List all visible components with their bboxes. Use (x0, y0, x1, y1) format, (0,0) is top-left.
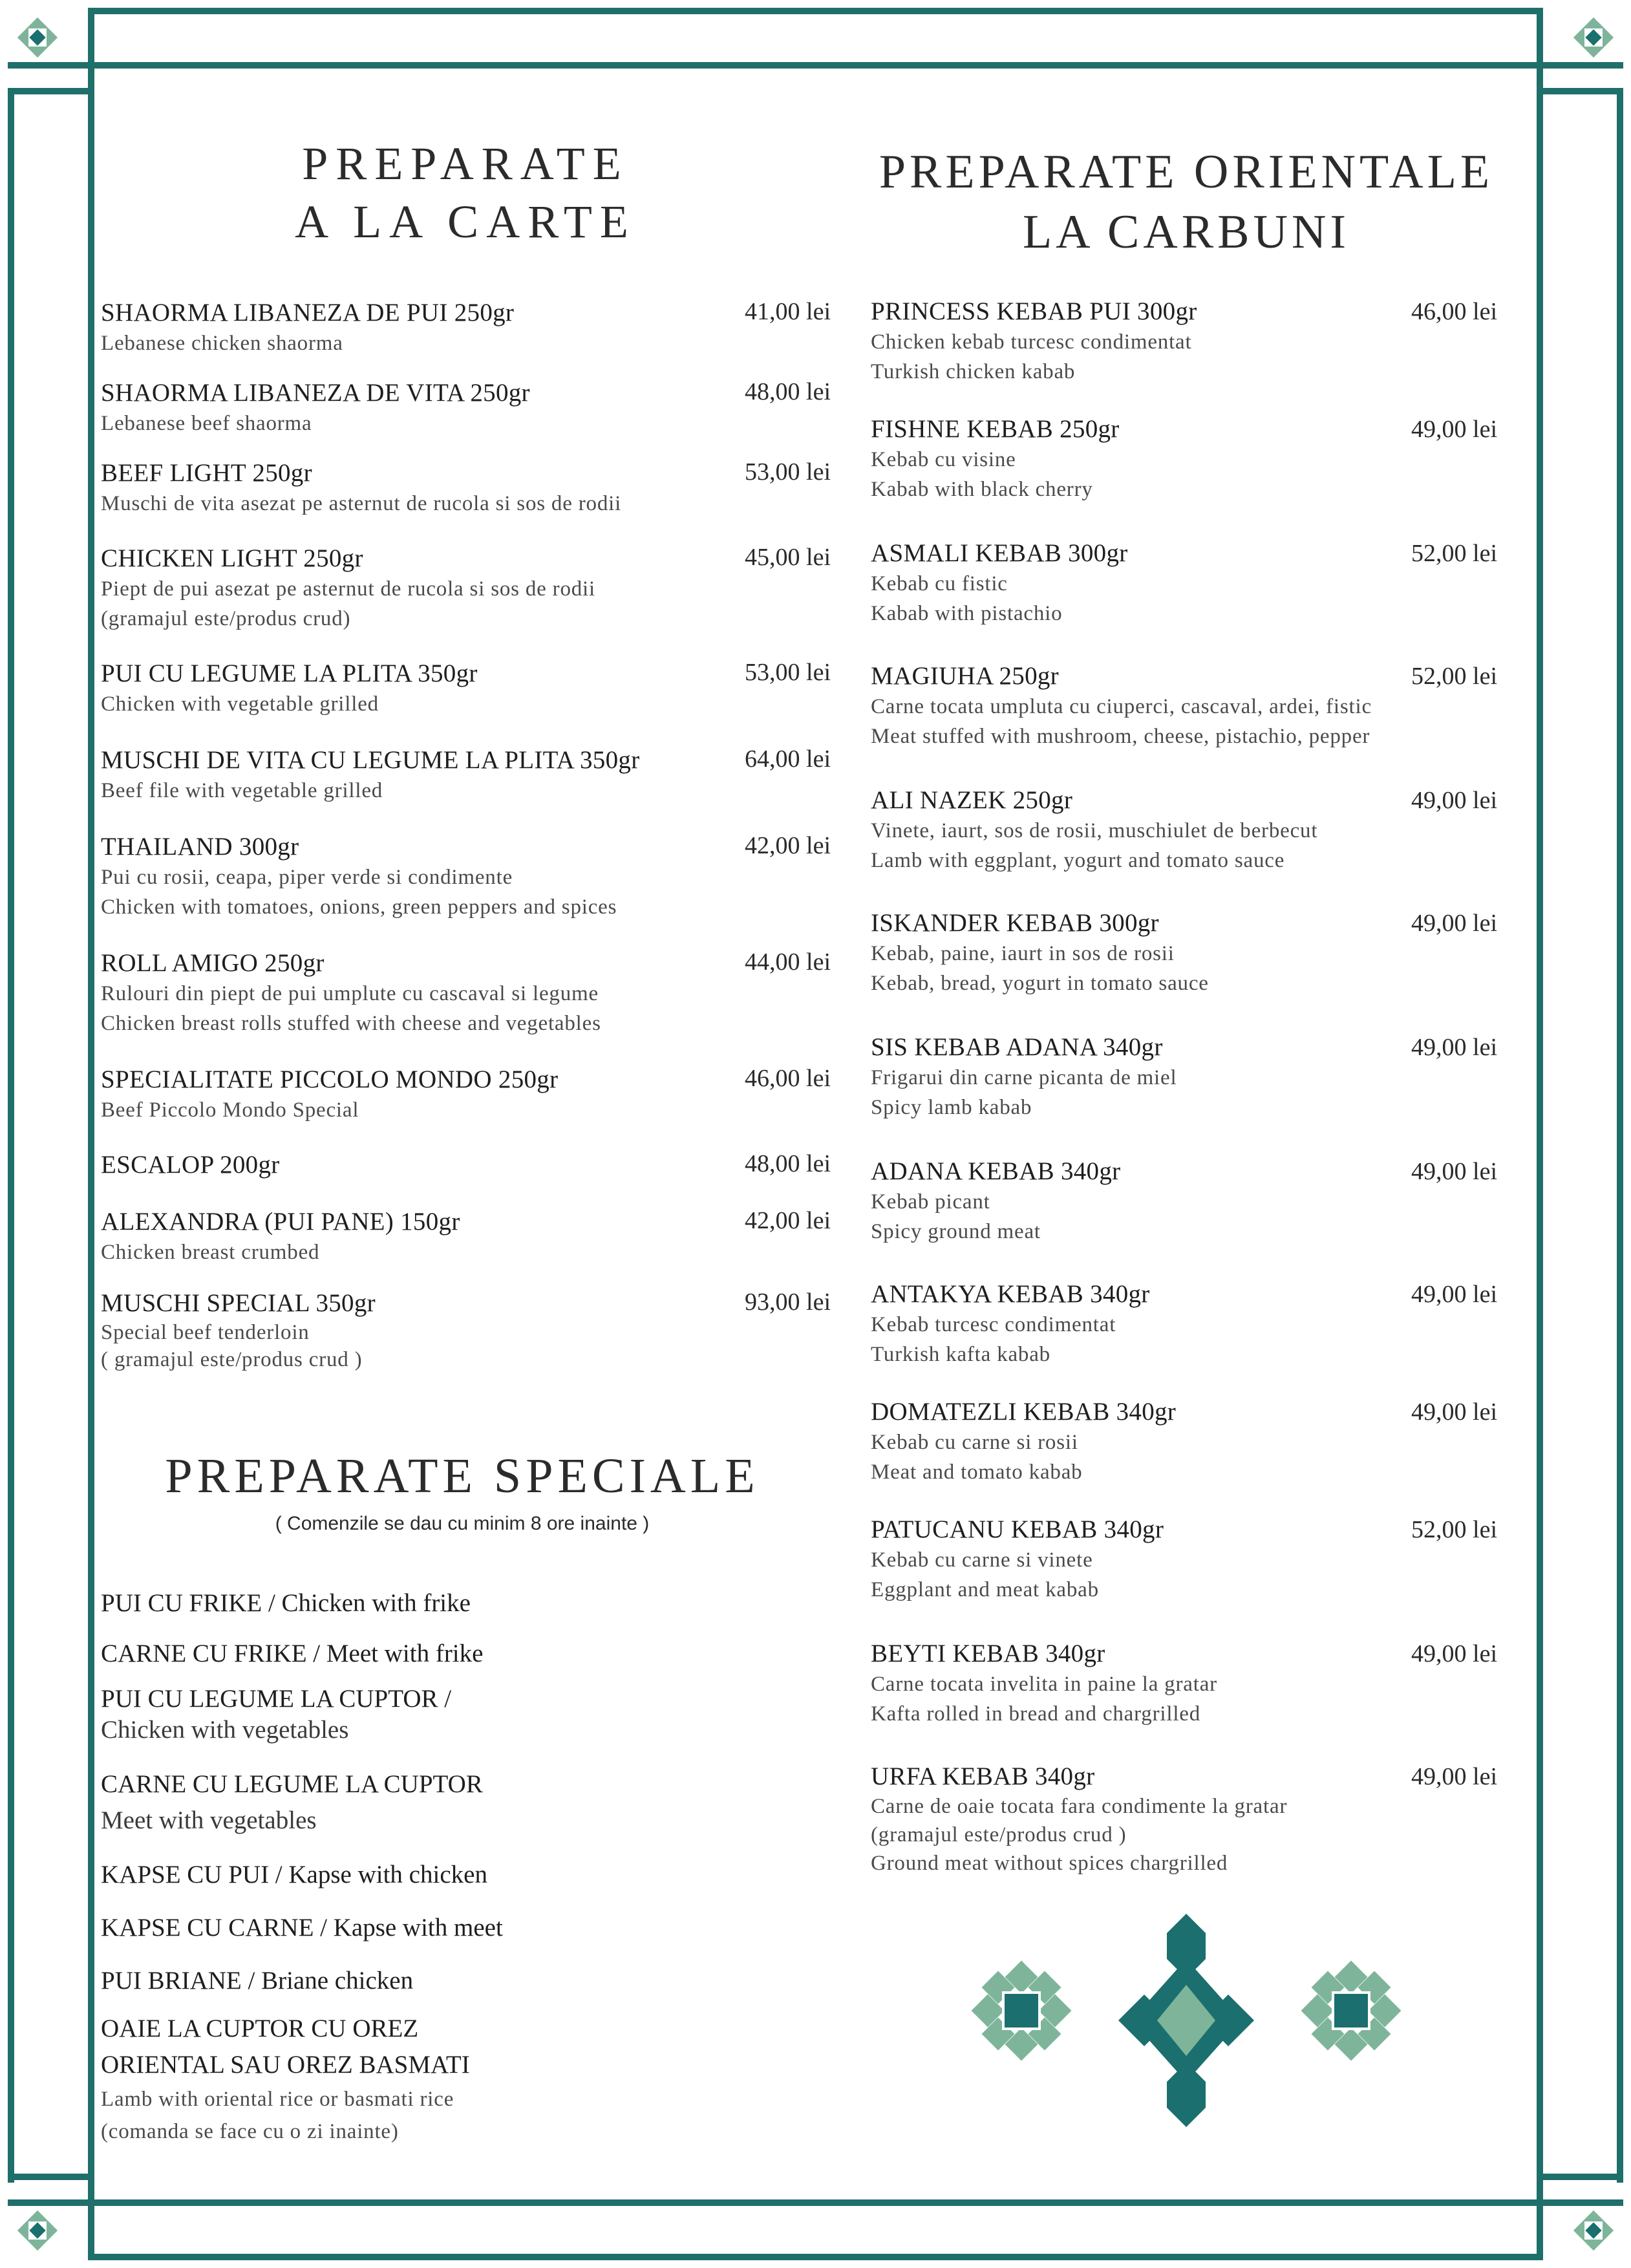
item-desc: Kabab with black cherry (871, 478, 1093, 501)
menu-item (101, 297, 514, 358)
item-desc: Ground meat without spices chargrilled (871, 1852, 1228, 1875)
item-desc: Piept de pui asezat pe asternut de rucola si sos de rodii (101, 577, 595, 601)
item-name: FISHNE KEBAB 250gr (871, 415, 1120, 443)
item-desc: Chicken with vegetable grilled (101, 692, 379, 716)
item-name: ASMALI KEBAB 300gr (871, 539, 1128, 567)
item-price: 49,00 lei (1411, 1398, 1497, 1426)
special-item (101, 1585, 471, 1621)
item-price: 49,00 lei (1411, 787, 1497, 814)
right-title-line2: LA CARBUNI (1022, 205, 1350, 259)
frame-br-step (1537, 2174, 1623, 2180)
item-price: 48,00 lei (745, 1150, 831, 1177)
item-name: ALEXANDRA (PUI PANE) 150gr (101, 1208, 460, 1236)
item-name: URFA KEBAB 340gr (871, 1762, 1095, 1790)
item-name: SPECIALITATE PICCOLO MONDO 250gr (101, 1065, 559, 1093)
item-name: PRINCESS KEBAB PUI 300gr (871, 297, 1197, 325)
menu-item (871, 414, 1120, 504)
item-name: BEYTI KEBAB 340gr (871, 1640, 1105, 1667)
item-price: 49,00 lei (1411, 1640, 1497, 1667)
menu-item (101, 1288, 376, 1373)
item-desc: Kebab cu visine (871, 448, 1016, 471)
item-price: 49,00 lei (1411, 1158, 1497, 1185)
menu-item (871, 1032, 1177, 1122)
item-price: 52,00 lei (1411, 663, 1497, 690)
special-note: ( Comenzile se dau cu minim 8 ore inainte ) (275, 1513, 650, 1534)
menu-item (101, 948, 601, 1038)
item-name: ROLL AMIGO 250gr (101, 949, 325, 977)
item-desc: Special beef tenderloin (101, 1321, 310, 1344)
special-item-note: (comanda se face cu o zi inainte) (101, 2120, 399, 2143)
item-price: 48,00 lei (745, 378, 831, 405)
item-price: 45,00 lei (745, 544, 831, 571)
menu-item (871, 908, 1209, 998)
corner-ornament-icon (12, 12, 63, 63)
special-item-line: ORIENTAL SAU OREZ BASMATI (101, 2051, 470, 2079)
special-item (101, 1857, 487, 1893)
special-item-line: OAIE LA CUPTOR CU OREZ (101, 2015, 419, 2042)
item-desc: Rulouri din piept de pui umplute cu cascaval si legume (101, 982, 599, 1005)
item-desc: Chicken with tomatoes, onions, green peppers and spices (101, 895, 617, 919)
item-desc: Chicken breast crumbed (101, 1241, 320, 1264)
frame-top-inner (8, 62, 1623, 69)
item-price: 49,00 lei (1411, 1281, 1497, 1308)
menu-item (871, 1396, 1176, 1487)
item-name: SHAORMA LIBANEZA DE VITA 250gr (101, 379, 530, 407)
frame-right-inner (1537, 8, 1543, 2260)
item-price: 53,00 lei (745, 659, 831, 686)
item-desc: (gramajul este/produs crud ) (871, 1823, 1127, 1846)
menu-item (871, 1279, 1150, 1369)
item-desc: Kebab, bread, yogurt in tomato sauce (871, 972, 1209, 995)
item-name: DOMATEZLI KEBAB 340gr (871, 1398, 1177, 1426)
item-desc: ( gramajul este/produs crud ) (101, 1348, 363, 1371)
item-desc: Turkish chicken kabab (871, 360, 1076, 383)
item-price: 46,00 lei (745, 1065, 831, 1092)
special-item (101, 1766, 483, 1839)
special-item-line: CARNE CU LEGUME LA CUPTOR (101, 1770, 483, 1798)
item-desc: Kafta rolled in bread and chargrilled (871, 1702, 1201, 1726)
item-price: 64,00 lei (745, 745, 831, 773)
item-price: 44,00 lei (745, 948, 831, 976)
item-desc: Kabab with pistachio (871, 602, 1063, 625)
item-name: MUSCHI SPECIAL 350gr (101, 1289, 376, 1317)
corner-ornament-icon (1568, 2205, 1619, 2256)
frame-tl-step (8, 88, 94, 94)
center-diamond-ornament-icon (1118, 1914, 1254, 2127)
special-item (101, 1910, 503, 1946)
item-desc: Chicken breast rolls stuffed with cheese and vegetables (101, 1012, 601, 1035)
item-name: MUSCHI DE VITA CU LEGUME LA PLITA 350gr (101, 746, 640, 774)
frame-bottom-outer (88, 2254, 1543, 2260)
item-name: SIS KEBAB ADANA 340gr (871, 1033, 1163, 1061)
item-name: ISKANDER KEBAB 300gr (871, 909, 1159, 937)
special-item-line: PUI CU LEGUME LA CUPTOR / (101, 1685, 452, 1713)
menu-item (101, 1206, 460, 1267)
item-desc: Kebab cu carne si rosii (871, 1431, 1078, 1454)
item-desc: Kebab cu carne si vinete (871, 1548, 1093, 1572)
special-item-line: PUI CU FRIKE / Chicken with frike (101, 1589, 471, 1617)
corner-ornament-icon (1568, 12, 1619, 63)
item-name: ADANA KEBAB 340gr (871, 1157, 1121, 1185)
special-item (101, 1636, 483, 1672)
menu-item (101, 458, 621, 519)
special-item-line: KAPSE CU CARNE / Kapse with meet (101, 1914, 503, 1942)
left-title-line1: PREPARATE (302, 138, 629, 189)
item-desc: Eggplant and meat kabab (871, 1578, 1099, 1601)
item-desc: Muschi de vita asezat pe asternut de rucola si sos de rodii (101, 492, 622, 515)
menu-item (101, 745, 639, 806)
item-desc: Lamb with eggplant, yogurt and tomato sauce (871, 849, 1285, 872)
frame-bottom-inner (8, 2199, 1623, 2206)
item-desc: Turkish kafta kabab (871, 1343, 1050, 1366)
item-name: THAILAND 300gr (101, 833, 299, 861)
item-desc: Beef file with vegetable grilled (101, 779, 383, 802)
menu-item (871, 661, 1372, 751)
item-desc: Spicy ground meat (871, 1220, 1041, 1243)
corner-ornament-icon (12, 2205, 63, 2256)
special-item (101, 1963, 413, 1999)
item-price: 49,00 lei (1411, 1034, 1497, 1061)
item-desc: Lebanese chicken shaorma (101, 332, 343, 355)
frame-left-inner (88, 8, 94, 2260)
item-desc: Kebab turcesc condimentat (871, 1313, 1116, 1336)
item-price: 93,00 lei (745, 1289, 831, 1316)
menu-item (871, 538, 1128, 628)
item-desc: Vinete, iaurt, sos de rosii, muschiulet de berbecut (871, 819, 1318, 842)
item-desc: Frigarui din carne picanta de miel (871, 1066, 1177, 1089)
item-price: 42,00 lei (745, 1207, 831, 1234)
right-title-line1: PREPARATE ORIENTALE (879, 145, 1494, 198)
menu-item (101, 1150, 280, 1181)
special-item-line: CARNE CU FRIKE / Meet with frike (101, 1640, 484, 1667)
item-desc: Chicken kebab turcesc condimentat (871, 330, 1192, 354)
item-name: BEEF LIGHT 250gr (101, 459, 312, 487)
menu-item (101, 378, 530, 438)
menu-item (871, 785, 1317, 875)
item-price: 52,00 lei (1411, 1516, 1497, 1543)
item-desc: Kebab, paine, iaurt in sos de rosii (871, 942, 1175, 965)
frame-top-outer (88, 8, 1543, 14)
frame-tr-step (1537, 88, 1623, 94)
item-price: 52,00 lei (1411, 540, 1497, 567)
star-ornament-icon (963, 1952, 1080, 2069)
special-item-line: Chicken with vegetables (101, 1716, 349, 1744)
item-desc: (gramajul este/produs crud) (101, 607, 351, 630)
menu-item (871, 1638, 1217, 1729)
special-item (101, 1684, 451, 1746)
item-name: CHICKEN LIGHT 250gr (101, 544, 363, 572)
item-desc: Carne de oaie tocata fara condimente la gratar (871, 1795, 1288, 1818)
item-name: ESCALOP 200gr (101, 1151, 280, 1179)
item-desc: Carne tocata umpluta cu ciuperci, cascaval, ardei, fistic (871, 695, 1372, 718)
menu-item (101, 1064, 558, 1125)
left-title (213, 134, 718, 251)
frame-bl-step (8, 2174, 94, 2180)
special-item-line: Meet with vegetables (101, 1806, 317, 1834)
menu-item (871, 296, 1197, 387)
item-desc: Pui cu rosii, ceapa, piper verde si condimente (101, 866, 513, 889)
menu-item (871, 1761, 1287, 1878)
item-price: 41,00 lei (745, 298, 831, 325)
item-price: 49,00 lei (1411, 416, 1497, 443)
item-desc: Meat stuffed with mushroom, cheese, pistachio, pepper (871, 725, 1370, 748)
frame-right-outer (1617, 88, 1623, 2183)
item-name: SHAORMA LIBANEZA DE PUI 250gr (101, 299, 515, 326)
menu-item (871, 1514, 1164, 1605)
item-name: PUI CU LEGUME LA PLITA 350gr (101, 659, 478, 687)
item-desc: Beef Piccolo Mondo Special (101, 1098, 359, 1122)
special-title: PREPARATE SPECIALE (165, 1449, 760, 1503)
special-item (101, 2011, 470, 2148)
right-title (840, 142, 1532, 262)
menu-item (101, 831, 617, 922)
item-name: MAGIUHA 250gr (871, 662, 1059, 690)
item-price: 46,00 lei (1411, 298, 1497, 325)
item-desc: Kebab picant (871, 1190, 990, 1214)
item-desc: Carne tocata invelita in paine la gratar (871, 1673, 1217, 1696)
item-price: 53,00 lei (745, 458, 831, 486)
item-name: ALI NAZEK 250gr (871, 786, 1073, 814)
menu-item (101, 543, 595, 634)
item-desc: Lebanese beef shaorma (101, 412, 312, 435)
item-price: 42,00 lei (745, 832, 831, 859)
special-item-line: KAPSE CU PUI / Kapse with chicken (101, 1861, 487, 1888)
frame-left-outer (8, 88, 14, 2183)
item-desc: Spicy lamb kabab (871, 1096, 1032, 1119)
item-desc: Kebab cu fistic (871, 572, 1008, 595)
item-price: 49,00 lei (1411, 910, 1497, 937)
menu-item (101, 658, 478, 719)
item-desc: Meat and tomato kabab (871, 1460, 1083, 1484)
special-item-line: PUI BRIANE / Briane chicken (101, 1967, 414, 1995)
item-name: ANTAKYA KEBAB 340gr (871, 1280, 1150, 1308)
item-name: PATUCANU KEBAB 340gr (871, 1515, 1164, 1543)
star-ornament-icon (1293, 1952, 1409, 2069)
menu-item (871, 1156, 1120, 1246)
item-price: 49,00 lei (1411, 1763, 1497, 1790)
special-item-note: Lamb with oriental rice or basmati rice (101, 2088, 454, 2111)
left-title-line2: A LA CARTE (295, 196, 636, 248)
